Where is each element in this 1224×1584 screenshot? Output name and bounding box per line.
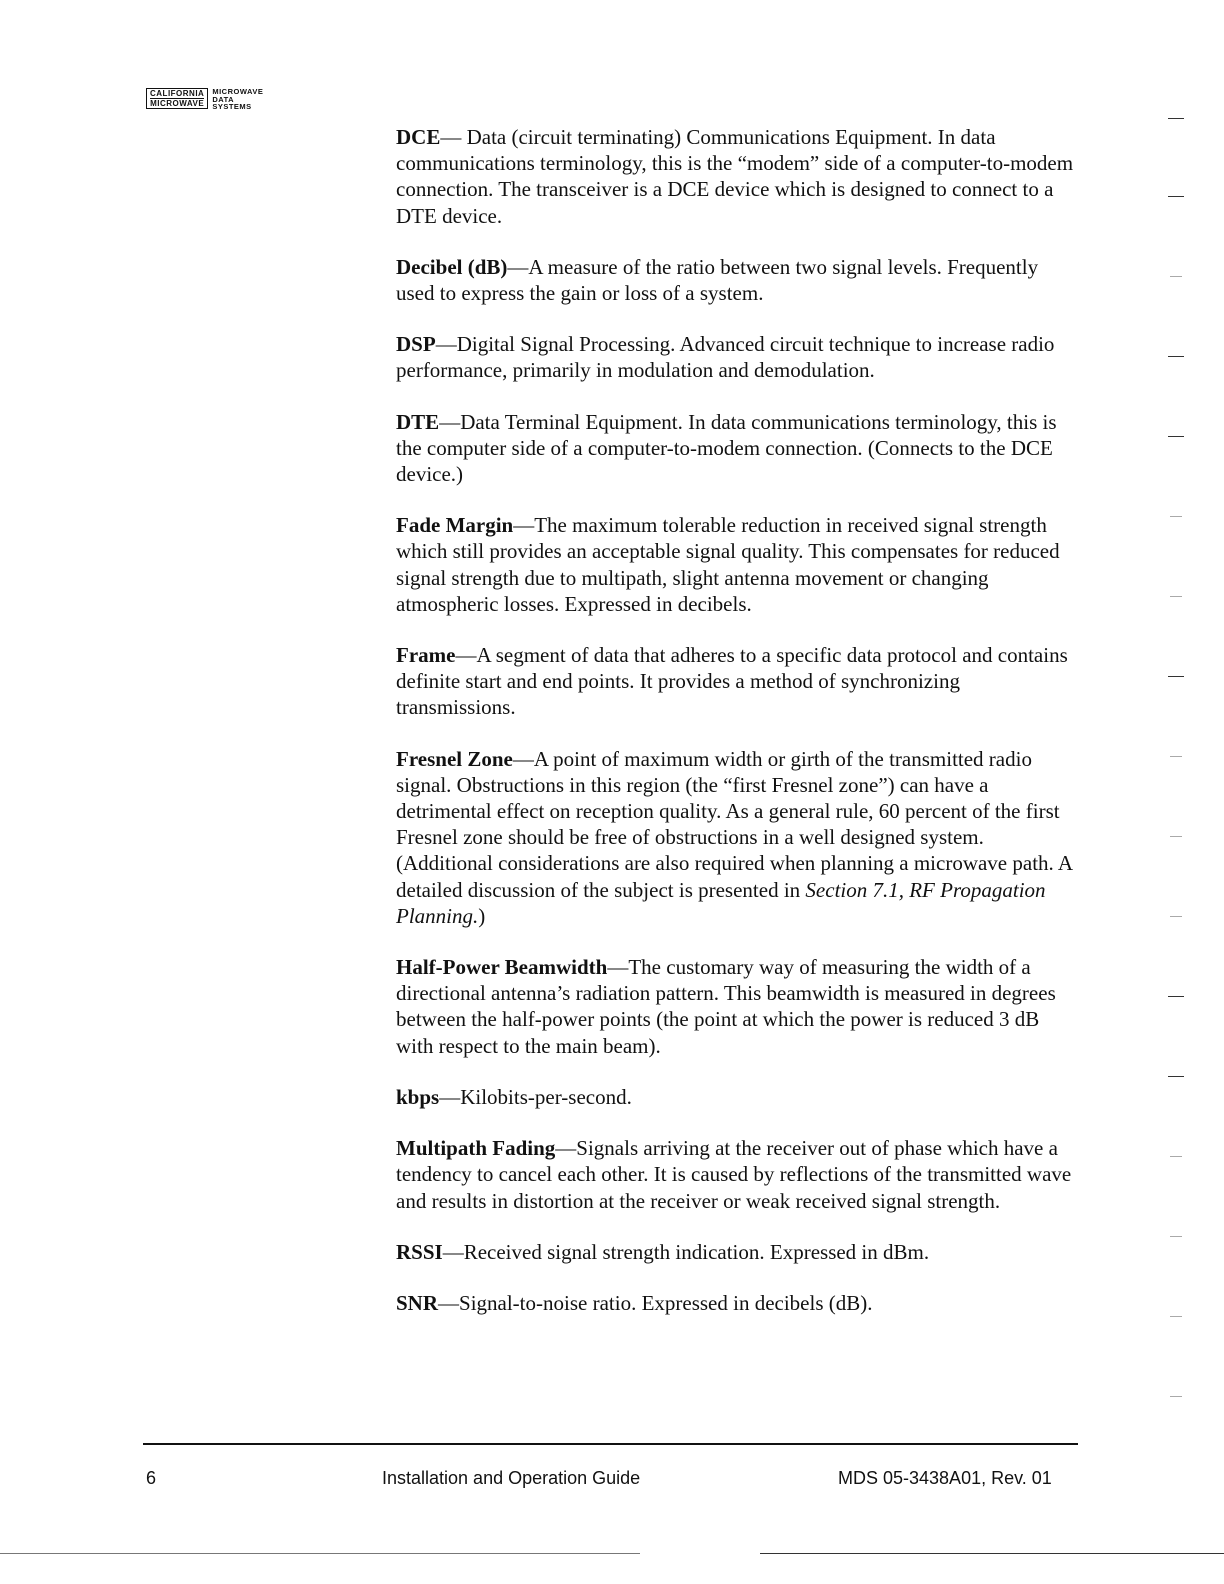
margin-tick — [1170, 916, 1182, 917]
section-reference: Section 7.1, RF Propagation Planning. — [396, 877, 1046, 928]
margin-tick — [1168, 196, 1184, 197]
logo-box-line1: CALIFORNIA — [150, 89, 205, 98]
guide-title: Installation and Operation Guide — [382, 1468, 641, 1488]
margin-tick — [1170, 1316, 1182, 1317]
term-separator: — — [455, 643, 477, 668]
glossary-definition: A segment of data that adheres to a specific data protocol and contains definite start and end points. It provides a method of synchronizing transmissions. — [396, 643, 1068, 720]
term-separator: — — [438, 1290, 460, 1315]
glossary-definition: Signals arriving at the receiver out of phase which have a tendency to cancel each other. It is caused by reflections of the transmitted wave and results in distortion at the receiver or weak received signal strength. — [396, 1136, 1072, 1213]
term-separator: — — [439, 409, 461, 434]
glossary-term: Decibel (dB) — [396, 254, 508, 279]
margin-tick — [1170, 836, 1182, 837]
term-separator: — — [435, 332, 457, 357]
term-separator: — — [512, 746, 534, 771]
margin-tick — [1168, 436, 1184, 437]
term-separator: — — [440, 125, 462, 149]
glossary-entry — [396, 954, 1076, 1059]
term-separator: — — [555, 1136, 577, 1161]
glossary-term: kbps — [396, 1084, 440, 1109]
logo-box-line2: MICROWAVE — [150, 99, 205, 108]
glossary-list — [396, 124, 1076, 1341]
glossary-entry — [396, 331, 1076, 383]
margin-tick — [1170, 1156, 1182, 1157]
logo-word3: SYSTEMS — [212, 102, 252, 111]
company-logo — [146, 88, 263, 111]
margin-tick — [1170, 1396, 1182, 1397]
glossary-entry — [396, 254, 1076, 306]
footer-rule — [143, 1443, 1078, 1445]
document-number: MDS 05-3438A01, Rev. 01 — [838, 1468, 1052, 1488]
glossary-entry — [396, 512, 1076, 617]
glossary-term: DTE — [396, 409, 440, 434]
logo-word2: DATA — [212, 94, 235, 104]
margin-tick — [1168, 356, 1184, 357]
glossary-term: DSP — [396, 332, 436, 357]
glossary-entry — [396, 642, 1076, 721]
glossary-definition: The maximum tolerable reduction in received signal strength which still provides an acceptable signal quality. This compensates for reduced signal strength due to multipath, slight antenna movement or changing atmospheric losses. Expressed in decibels. — [396, 513, 1060, 616]
margin-tick — [1168, 118, 1184, 119]
glossary-definition: Data Terminal Equipment. In data communications terminology, this is the computer side of a computer-to-modem connection. (Connects to the DCE device.) — [396, 409, 1057, 487]
glossary-term: Multipath Fading — [396, 1136, 556, 1161]
glossary-definition: Signal-to-noise ratio. Expressed in decibels (dB). — [459, 1290, 873, 1315]
glossary-term: Fresnel Zone — [396, 746, 513, 771]
glossary-definition-tail: ) — [478, 903, 486, 928]
glossary-definition: A point of maximum width or girth of the transmitted radio signal. Obstructions in this region (the “first Fresnel zone”) can have a detrimental effect on reception quality. As a general rule, 60 percent of the first Fresnel zone should be free of obstructions in a well designed system. (Additional considerations are also required when planning a microwave path. A detailed discussion of the subject is presented in — [396, 746, 1072, 902]
glossary-definition: A measure of the ratio between two signal levels. Frequently used to express the gain or loss of a system. — [396, 254, 1039, 306]
glossary-entry — [396, 124, 1076, 229]
glossary-entry — [396, 1084, 1076, 1110]
term-separator: — — [439, 1084, 461, 1109]
scan-edge-line — [0, 1553, 640, 1554]
glossary-entry — [396, 1290, 1076, 1316]
glossary-entry — [396, 1135, 1076, 1214]
glossary-term: Fade Margin — [396, 513, 514, 538]
term-separator: — — [607, 955, 629, 980]
margin-tick — [1168, 676, 1184, 677]
glossary-definition: Digital Signal Processing. Advanced circuit technique to increase radio performance, primarily in modulation and demodulation. — [396, 332, 1055, 383]
glossary-definition: Kilobits-per-second. — [460, 1084, 632, 1109]
page-number: 6 — [146, 1468, 157, 1488]
glossary-term: RSSI — [396, 1239, 443, 1264]
margin-tick — [1168, 1076, 1184, 1077]
logo-word1: MICROWAVE — [212, 87, 264, 96]
scan-edge-line — [760, 1553, 1224, 1554]
term-separator: — — [507, 254, 529, 279]
glossary-term: DCE — [396, 125, 441, 149]
term-separator: — — [513, 513, 535, 538]
logo-words — [212, 88, 263, 111]
margin-tick — [1170, 1236, 1182, 1237]
glossary-entry — [396, 746, 1076, 929]
glossary-definition: The customary way of measuring the width of a directional antenna’s radiation pattern. This beamwidth is measured in degrees between the half-power points (the point at which the power is reduced 3 dB with respect to the main beam). — [396, 955, 1056, 1058]
glossary-definition: Data (circuit terminating) Communications Equipment. In data communications terminology, this is the “modem” side of a computer-to-modem connection. The transceiver is a DCE device which is designed to connect to a DTE device. — [396, 125, 1074, 228]
glossary-term: Frame — [396, 643, 456, 668]
margin-tick — [1170, 596, 1182, 597]
margin-tick — [1170, 756, 1182, 757]
glossary-entry — [396, 1239, 1076, 1265]
margin-tick — [1170, 516, 1182, 517]
glossary-term: Half-Power Beamwidth — [396, 955, 608, 980]
margin-tick — [1168, 996, 1184, 997]
term-separator: — — [442, 1239, 464, 1264]
glossary-entry — [396, 409, 1076, 488]
glossary-term: SNR — [396, 1290, 439, 1315]
glossary-definition: Received signal strength indication. Expressed in dBm. — [463, 1239, 930, 1264]
margin-tick — [1170, 276, 1182, 277]
logo-box — [146, 88, 208, 109]
